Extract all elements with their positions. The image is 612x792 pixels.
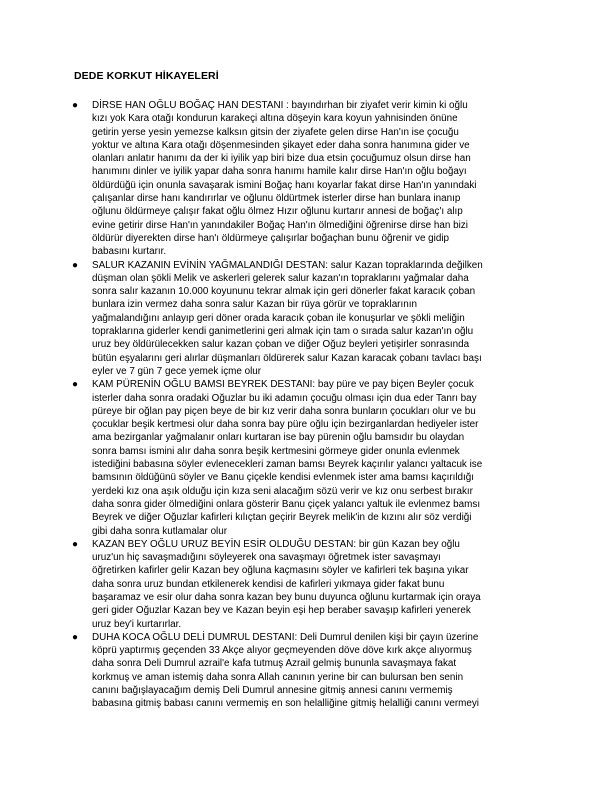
bullet-icon: ● <box>72 100 79 111</box>
story-text-line: daha sonra gider ölmediğini onlara gösterir Banu çiçek yalancı yaltuk ile evlenmez bamsı <box>92 498 481 510</box>
bullet-icon: ● <box>72 538 79 550</box>
story-text-line: kızı yok Kara otağı kondurun karakeçi altına döşeyin kara koyun yahnisinden önüne <box>92 113 458 125</box>
story-text-line: düşman olan şökli Melik ve askerleri gelerek salur kazan'ın topraklarını yağmalar daha <box>92 272 469 284</box>
story-text-line: çocuklar beşik kertmesi olur daha sonra bay püre oğlu için bezirganlardan hediyeler ister <box>92 419 479 431</box>
story-text-line: isterler daha sonra oradaki Oğuzlar bu iki adamın çocuğu olması için dua eder Tanrı bay <box>92 392 477 404</box>
story-text-line: istediğini babasına söyler evlenecekleri zaman bamsı Beyrek kaçırılır yalancı yaltacuk ise <box>92 459 483 471</box>
story-text-line: geri gider Oğuzlar Kazan bey ve Kazan beyin eşi hep beraber savaşıp kafirleri yenerek <box>92 605 471 617</box>
story-text-line: yağmalandığını anlayıp geri döner orada karacık çoban ile konuşurlar ve şökli meliğin <box>92 312 465 324</box>
story-text-line: uruz'un hiç savaşmadığını söyleyerek ona savaşmayı öğretmek ister savaşmayı <box>92 552 441 564</box>
story-text-line: uruz bey'i kurtarırlar. <box>92 618 182 630</box>
story-item <box>72 378 538 538</box>
story-text-line: bamsının öldüğünü söyler ve Banu çiçekle kendisi evlenmek ister ama bamsı kaçırıldığı <box>92 472 475 484</box>
story-text-line: hanımını dinler ve iyilik yapar daha sonra hanımı hamile kalır dirse Han'ın oğlu boğayı <box>92 166 467 178</box>
story-item <box>72 259 538 379</box>
story-text-line: yerdeki kız ona aşık olduğu için kıza seni alacağım sözü verir ve kız onu serbest bırakır <box>92 485 473 497</box>
story-text-line: daha sonra uruz bundan etkilenerek kendisi de kafirleri yıkmaya gider fakat bunu <box>92 578 445 590</box>
story-heading-line: DİRSE HAN OĞLU BOĞAÇ HAN DESTANI : bayındırhan bir ziyafet verir kimin ki oğlu <box>92 100 468 111</box>
story-text-line: gibi daha sonra kutlamalar olur <box>92 525 228 537</box>
story-text-line: başaramaz ve esir olur daha sonra kazan bey bunu duyunca oğlunu kurtarmak için oraya <box>92 591 481 603</box>
story-heading-line: KAM PÜRENİN OĞLU BAMSI BEYREK DESTANI: bay püre ve pay biçen Beyler çocuk <box>92 379 474 391</box>
story-text-line: topraklarına giderler kendi ganimetlerini geri almak için tam o sırada salur kazan'ın oğlu <box>92 326 474 338</box>
story-text-line: babasına gitmiş babası canını vermemiş en son helalliğine gitmiş helalliği canını vermeyi <box>92 698 479 710</box>
story-text-line: evine getirir dirse Han'ın yanındakiler Boğaç Han'ın ölmediğini öğrenirse dirse han bizi <box>92 219 468 231</box>
story-text-line: öldürür diyerekten dirse han'ı öldürmeye çalışırlar boğaçhan bunu öğrenir ve gidip <box>92 232 450 244</box>
story-text-line: korkmuş ve aman istemiş daha sonra Allah canının yerine bir can bulursan ben senin <box>92 671 464 683</box>
story-list <box>72 99 538 711</box>
story-text-line: oğlunu öldürmeye çalışır fakat oğlu ölmez Hızır oğlunu kurtarır annesi de boğaç'ı alıp <box>92 206 463 218</box>
document-title: DEDE KORKUT HİKAYELERİ <box>74 70 219 82</box>
story-item <box>72 538 538 631</box>
story-text-line: babasını kurtarır. <box>92 246 167 258</box>
bullet-icon: ● <box>72 631 79 643</box>
story-heading-line: DUHA KOCA OĞLU DELİ DUMRUL DESTANI: Deli Dumrul denilen kişi bir çayın üzerine <box>92 631 479 643</box>
story-text-line: bunlara izin vermez daha sonra salur Kazan bir rüya görür ve topraklarının <box>92 299 417 311</box>
story-text-line: canını bağışlayacağım demiş Deli Dumrul annesine gitmiş annesi canını vermemiş <box>92 685 453 697</box>
story-text-line: bütün eşyalarını geri alırlar düşmanları öldürerek salur Kazan karacak çobanı tavlacı başı <box>92 352 482 364</box>
story-text-line: öldürdüğü için onunla savaşarak ismini Boğaç hanı koyarlar fakat dirse Han'ın yanındaki <box>92 179 477 191</box>
story-text-line: daha sonra Deli Dumrul azrail'e kafa tutmuş Azrail gelmiş bununla savaşmaya fakat <box>92 658 457 670</box>
story-text-line: sonra bamsı ismini alır daha sonra beşik kertmesini görmeye gider onunla evlenmek <box>92 445 460 457</box>
story-text-line: olanları anlatır hanımı da der ki iyilik yap biri bize dua etsin çocuğumuz olsun dirse han <box>92 153 471 165</box>
story-text-line: uruz bey öldürülecekken salur kazan çoban ve diğer Oğuz beyleri yetişirler sonrasında <box>92 339 470 351</box>
story-item <box>72 631 538 711</box>
story-text-line: Beyrek ve diğer Oğuzlar kafirleri kılıçtan geçirir Beyrek melik'in de kızını alır söz verdiği <box>92 512 472 524</box>
story-text-line: çalışanlar dirse hanı kandırırlar ve oğlunu öldürtmek isterler dirse han bunlara inanıp <box>92 193 461 205</box>
story-text-line: yoktur ve altına Kara otağı döşenmesinden şikayet eder daha sonra hanımına gider ve <box>92 139 470 151</box>
story-text-line: eyler ve 7 gün 7 gece yemek içme olur <box>92 365 262 377</box>
story-item <box>72 99 538 259</box>
bullet-icon: ● <box>72 259 79 271</box>
story-heading-line: SALUR KAZANIN EVİNİN YAĞMALANDIĞI DESTAN: salur Kazan topraklarında değilken <box>92 259 483 271</box>
story-heading-line: KAZAN BEY OĞLU URUZ BEYİN ESİR OLDUĞU DESTAN: bir gün Kazan bey oğlu <box>92 538 460 550</box>
bullet-icon: ● <box>72 379 79 391</box>
story-text-line: ama bezirganlar yağmalanır onları kurtaran ise bay pürenin oğlu bamsıdır bu olaydan <box>92 432 465 444</box>
story-text-line: püreye bir oğlan pay piçen beye de bir kız verir daha sonra bunların çocukları olur ve bu <box>92 405 476 417</box>
story-text-line: köprü yaptırmış geçenden 33 Akçe alıyor geçmeyenden döve döve kırk akçe alıyormuş <box>92 645 472 657</box>
story-text-line: sonra salır kazanın 10.000 koyununu tekrar almak için geri dönerler fakat karacık çoban <box>92 286 476 298</box>
story-text-line: öğretirken kafirler gelir Kazan bey oğluna kaçmasını söyler ve kafirleri tek başına yıkar <box>92 565 469 577</box>
story-text-line: getirin yerse yesin yemezse kalksın gitsin der ziyafete gelen dirse Han'ın ise çocuğu <box>92 126 459 138</box>
